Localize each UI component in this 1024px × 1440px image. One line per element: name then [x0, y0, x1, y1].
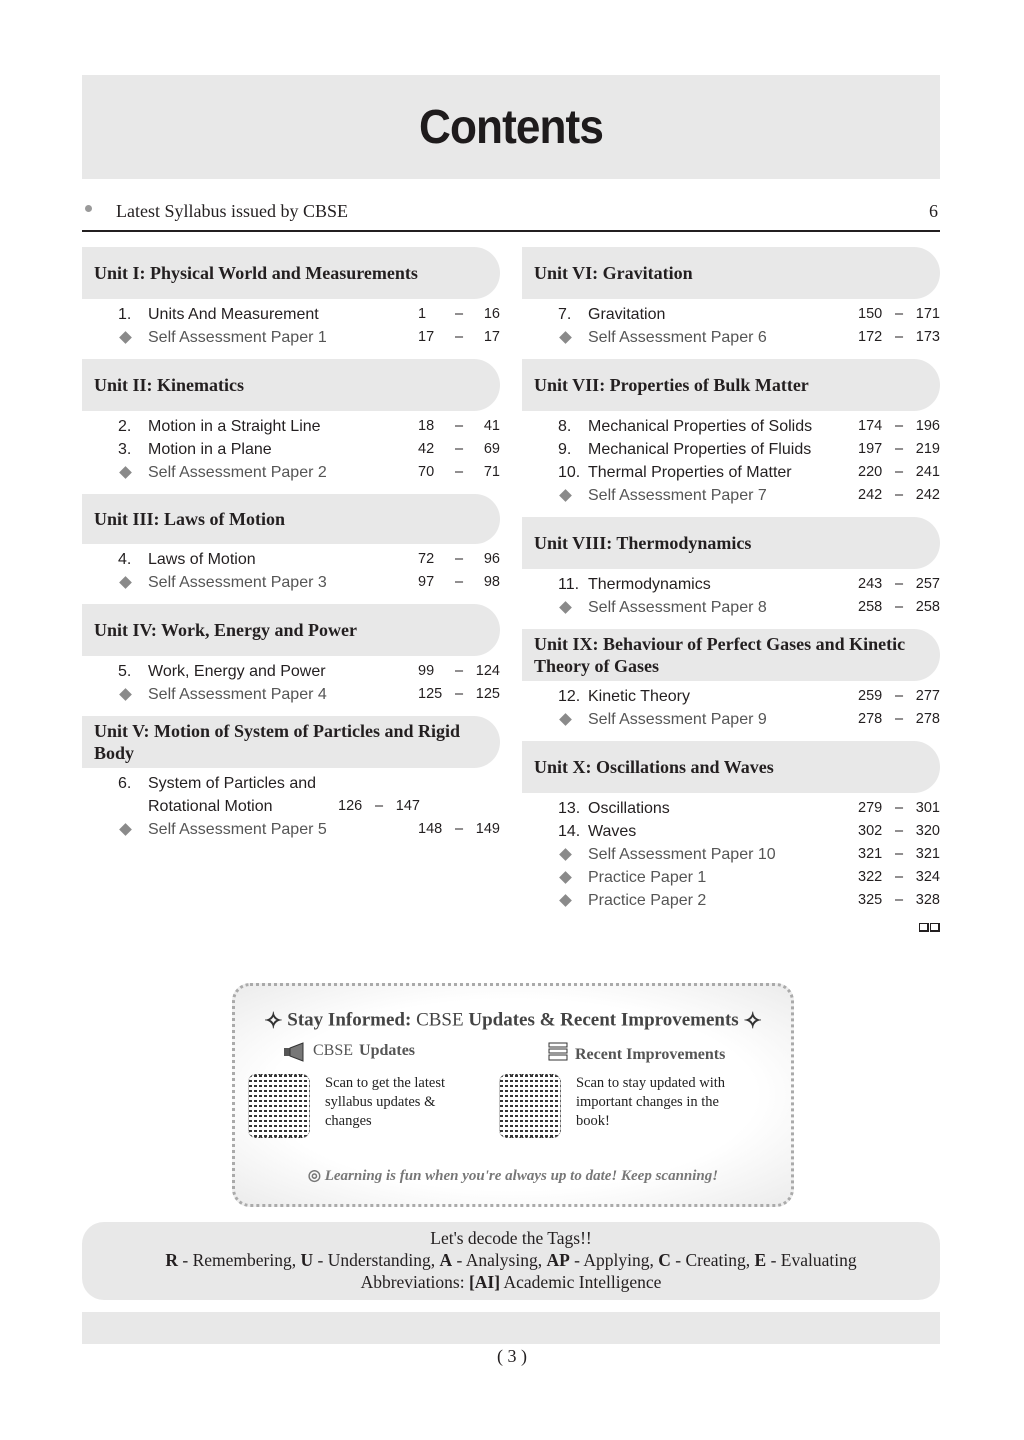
page-to: 17	[483, 329, 500, 345]
page-dash: –	[454, 441, 464, 457]
unit-entries	[522, 793, 940, 922]
page-range	[418, 326, 500, 349]
tag-code: C	[658, 1250, 671, 1270]
page-from: 278	[858, 711, 883, 727]
entry-title: Self Assessment Paper 4	[148, 686, 327, 703]
toc-left-column	[82, 247, 500, 851]
diamond-bullet	[522, 484, 588, 507]
toc-entry[interactable]	[82, 461, 500, 484]
diamond-bullet	[522, 596, 588, 619]
toc-entry[interactable]	[82, 772, 500, 818]
unit-heading[interactable]: Unit X: Oscillations and Waves	[522, 741, 940, 793]
page-to: 219	[915, 441, 940, 457]
page-number: ( 3 )	[497, 1346, 527, 1366]
page-range	[858, 889, 940, 912]
info-title-light: CBSE	[416, 1009, 464, 1031]
square-icon	[919, 923, 929, 932]
page-to: 149	[475, 821, 500, 837]
chapter-number: 1.	[118, 306, 132, 323]
page-from: 302	[858, 823, 883, 839]
page-from: 126	[338, 798, 363, 814]
page-from: 42	[418, 441, 435, 457]
toc-entry[interactable]	[522, 866, 940, 889]
updates-info-box	[232, 983, 794, 1207]
tags-list	[82, 1249, 940, 1271]
abbr-text: Academic Intelligence	[503, 1272, 662, 1292]
page-from: 150	[858, 306, 883, 322]
info-footer	[235, 1166, 791, 1185]
page-range	[858, 596, 940, 619]
chapter-number: 14.	[558, 823, 581, 840]
page-to: 96	[483, 551, 500, 567]
unit-heading[interactable]: Unit I: Physical World and Measurements	[82, 247, 500, 299]
page-dash: –	[894, 487, 904, 503]
page-from: 125	[418, 686, 443, 702]
page-dash: –	[374, 798, 384, 814]
info-title-bold: Stay Informed:	[287, 1009, 412, 1031]
page-range	[858, 685, 940, 708]
page-from: 18	[418, 418, 435, 434]
toc-entry[interactable]	[522, 326, 940, 349]
end-of-contents-icon	[522, 923, 940, 932]
chapter-number: 8.	[558, 418, 572, 435]
page-from: 258	[858, 599, 883, 615]
page-dash: –	[894, 823, 904, 839]
page-dash: –	[894, 711, 904, 727]
page-range	[418, 683, 500, 706]
diamond-icon	[119, 576, 132, 589]
footer-bar	[82, 1312, 940, 1344]
chapter-number: 7.	[558, 306, 572, 323]
page-from: 17	[418, 329, 435, 345]
page-from: 174	[858, 418, 883, 434]
toc-entry[interactable]	[82, 818, 500, 841]
diamond-icon	[559, 713, 572, 726]
tags-legend-box	[82, 1222, 940, 1300]
page-dash: –	[894, 688, 904, 704]
entry-title: Thermal Properties of Matter	[588, 464, 792, 481]
target-icon: ◎	[307, 1168, 321, 1184]
entry-title: Waves	[588, 823, 637, 840]
unit-heading[interactable]: Unit V: Motion of System of Particles and Rigid Body	[82, 716, 500, 768]
toc-entry[interactable]	[82, 683, 500, 706]
entry-title: Mechanical Properties of Fluids	[588, 441, 812, 458]
page-to: 196	[915, 418, 940, 434]
unit-entries	[82, 656, 500, 716]
page-title: Contents	[418, 100, 603, 154]
page-range	[418, 818, 500, 841]
diamond-icon	[119, 688, 132, 701]
diamond-icon	[559, 601, 572, 614]
tag-label: - Analysing,	[452, 1250, 547, 1270]
page-to: 321	[915, 846, 940, 862]
entry-title: Units And Measurement	[148, 306, 319, 323]
abbr-code: [AI]	[468, 1272, 501, 1292]
unit-entries	[82, 768, 500, 851]
chapter-number: 5.	[118, 663, 132, 680]
toc-entry[interactable]	[82, 548, 500, 571]
page-range	[858, 415, 940, 438]
chapter-number: 12.	[558, 688, 581, 705]
page-dash: –	[894, 329, 904, 345]
entry-title: Thermodynamics	[588, 576, 711, 593]
diamond-bullet	[82, 683, 148, 706]
page-to: 69	[483, 441, 500, 457]
page-range	[858, 303, 940, 326]
entry-title: Kinetic Theory	[588, 688, 690, 705]
tag-label: - Remembering,	[178, 1250, 301, 1270]
syllabus-entry[interactable]	[82, 198, 940, 232]
page-range	[858, 820, 940, 843]
unit-entries	[82, 411, 500, 494]
page-dash: –	[454, 418, 464, 434]
chapter-number: 13.	[558, 800, 581, 817]
unit-heading[interactable]: Unit IX: Behaviour of Perfect Gases and Kinetic Theory of Gases	[522, 629, 940, 681]
qr1-description: Scan to get the latest syllabus updates & changes	[325, 1075, 445, 1129]
diamond-bullet	[82, 818, 148, 841]
page-range	[858, 573, 940, 596]
page-from: 220	[858, 464, 883, 480]
page-dash: –	[454, 821, 464, 837]
entry-title: Mechanical Properties of Solids	[588, 418, 813, 435]
toc-entry[interactable]	[522, 484, 940, 507]
page-range	[858, 866, 940, 889]
page-dash: –	[454, 329, 464, 345]
tag-label: - Applying,	[569, 1250, 659, 1270]
page-from: 148	[418, 821, 443, 837]
toc-entry[interactable]	[522, 797, 940, 820]
chapter-number: 2.	[118, 418, 132, 435]
page-from: 243	[858, 576, 883, 592]
page-to: 277	[915, 688, 940, 704]
diamond-bullet	[522, 326, 588, 349]
page-range	[858, 708, 940, 731]
page-to: 301	[915, 800, 940, 816]
entry-title: Self Assessment Paper 5	[148, 821, 327, 838]
page-from: 172	[858, 329, 883, 345]
recent-label: Recent Improvements	[575, 1045, 726, 1063]
entry-title: Laws of Motion	[148, 551, 256, 568]
page-from: 97	[418, 574, 435, 590]
page-to: 171	[915, 306, 940, 322]
page-to: 324	[915, 869, 940, 885]
page-range	[418, 438, 500, 461]
toc-right-column	[522, 247, 940, 932]
unit-heading[interactable]: Unit VII: Properties of Bulk Matter	[522, 359, 940, 411]
qr-code-recent-improvements[interactable]	[499, 1074, 561, 1138]
page-from: 99	[418, 663, 435, 679]
page-to: 71	[483, 464, 500, 480]
diamond-icon	[559, 489, 572, 502]
entry-title: Motion in a Plane	[148, 441, 272, 458]
toc-entry[interactable]	[522, 685, 940, 708]
entry-title: Practice Paper 1	[588, 869, 707, 886]
sparkle-icon: ✧	[743, 1008, 762, 1033]
toc-entry[interactable]	[82, 415, 500, 438]
chapter-number: 4.	[118, 551, 132, 568]
entry-title: Self Assessment Paper 8	[588, 599, 767, 616]
tag-code: E	[754, 1250, 767, 1270]
page-from: 1	[418, 306, 427, 322]
page-dash: –	[454, 574, 464, 590]
page-dash: –	[894, 846, 904, 862]
page-dash: –	[454, 464, 464, 480]
page-dash: –	[454, 663, 464, 679]
unit-entries	[522, 681, 940, 741]
square-icon	[930, 923, 940, 932]
page-range	[858, 484, 940, 507]
diamond-bullet	[522, 866, 588, 889]
tag-code: A	[439, 1250, 453, 1270]
page-range	[858, 843, 940, 866]
toc-entry[interactable]	[522, 820, 940, 843]
page-range	[418, 461, 500, 484]
unit-heading[interactable]: Unit II: Kinematics	[82, 359, 500, 411]
abbreviations	[82, 1271, 940, 1293]
qr-code-cbse-updates[interactable]	[248, 1074, 310, 1138]
toc-entry[interactable]	[522, 889, 940, 912]
unit-heading[interactable]: Unit VIII: Thermodynamics	[522, 517, 940, 569]
page-range	[418, 303, 500, 326]
page-from: 72	[418, 551, 435, 567]
entry-title: Oscillations	[588, 800, 670, 817]
page-to: 16	[483, 306, 500, 322]
page-range	[858, 438, 940, 461]
page-dash: –	[894, 576, 904, 592]
unit-heading[interactable]: Unit IV: Work, Energy and Power	[82, 604, 500, 656]
toc-entry[interactable]	[82, 303, 500, 326]
page-from: 197	[858, 441, 883, 457]
page-dash: –	[894, 418, 904, 434]
diamond-bullet	[82, 326, 148, 349]
tag-label: - Creating,	[670, 1250, 755, 1270]
entry-title: Self Assessment Paper 3	[148, 574, 327, 591]
page-to: 147	[395, 798, 420, 814]
page-range	[418, 415, 500, 438]
tag-label: - Understanding,	[313, 1250, 440, 1270]
page-range	[858, 326, 940, 349]
diamond-icon	[119, 466, 132, 479]
entry-title: Self Assessment Paper 10	[588, 846, 776, 863]
tag-code: R	[165, 1250, 179, 1270]
chapter-number: 3.	[118, 441, 132, 458]
unit-heading[interactable]: Unit III: Laws of Motion	[82, 494, 500, 544]
page-from: 322	[858, 869, 883, 885]
entry-title: Self Assessment Paper 1	[148, 329, 327, 346]
contents-title-box	[82, 75, 940, 179]
page-dash: –	[894, 800, 904, 816]
page-from: 259	[858, 688, 883, 704]
page-to: 173	[915, 329, 940, 345]
entry-title: System of Particles and Rotational Motion	[148, 775, 317, 815]
page-to: 98	[483, 574, 500, 590]
diamond-bullet	[522, 843, 588, 866]
toc-entry[interactable]	[522, 573, 940, 596]
qr2-description: Scan to stay updated with important changes in the book!	[576, 1075, 726, 1129]
abbr-label: Abbreviations:	[360, 1272, 465, 1292]
page-to: 124	[475, 663, 500, 679]
toc-entry[interactable]	[82, 438, 500, 461]
diamond-icon	[559, 894, 572, 907]
page-dash: –	[454, 551, 464, 567]
entry-title: Practice Paper 2	[588, 892, 707, 909]
toc-entry[interactable]	[82, 571, 500, 594]
chapter-number: 9.	[558, 441, 572, 458]
updates-label: Updates	[359, 1042, 416, 1059]
diamond-icon	[559, 331, 572, 344]
entry-title: Gravitation	[588, 306, 666, 323]
diamond-icon	[559, 871, 572, 884]
page-to: 242	[915, 487, 940, 503]
cbse-updates-heading	[283, 1042, 415, 1060]
tags-heading: Let's decode the Tags!!	[430, 1228, 592, 1248]
diamond-icon	[559, 848, 572, 861]
page-dash: –	[454, 686, 464, 702]
diamond-icon	[119, 331, 132, 344]
page-range	[338, 795, 420, 818]
entry-title: Self Assessment Paper 9	[588, 711, 767, 728]
page-dash: –	[894, 599, 904, 615]
syllabus-label: Latest Syllabus issued by CBSE	[116, 201, 349, 221]
toc-entry[interactable]	[522, 438, 940, 461]
page-range	[858, 461, 940, 484]
tag-label: - Evaluating	[766, 1250, 857, 1270]
syllabus-page: 6	[929, 201, 938, 221]
tag-code: AP	[546, 1250, 570, 1270]
info-title	[235, 1008, 791, 1034]
page-to: 41	[483, 418, 500, 434]
toc-entry[interactable]	[522, 461, 940, 484]
sparkle-icon: ✧	[264, 1008, 283, 1033]
megaphone-icon	[283, 1042, 307, 1060]
toc-entry[interactable]	[522, 843, 940, 866]
recent-improvements-heading	[547, 1042, 725, 1067]
page-to: 257	[915, 576, 940, 592]
page-to: 320	[915, 823, 940, 839]
page-from: 279	[858, 800, 883, 816]
bullet-icon	[85, 205, 92, 212]
entry-title: Self Assessment Paper 2	[148, 464, 327, 481]
diamond-bullet	[82, 571, 148, 594]
unit-entries	[522, 569, 940, 629]
toc-entry[interactable]	[522, 708, 940, 731]
page-to: 125	[475, 686, 500, 702]
unit-entries	[522, 411, 940, 517]
unit-entries	[82, 544, 500, 604]
chapter-number: 11.	[558, 576, 580, 593]
page-to: 278	[915, 711, 940, 727]
page-range	[418, 548, 500, 571]
toc-entry[interactable]	[82, 326, 500, 349]
page-to: 241	[915, 464, 940, 480]
diamond-icon	[119, 823, 132, 836]
chapter-number: 10.	[558, 464, 581, 481]
entry-title: Motion in a Straight Line	[148, 418, 321, 435]
toc-entry[interactable]	[522, 303, 940, 326]
entry-title: Self Assessment Paper 7	[588, 487, 767, 504]
entry-title: Work, Energy and Power	[148, 663, 326, 680]
page-dash: –	[894, 464, 904, 480]
page-from: 70	[418, 464, 435, 480]
unit-entries	[522, 299, 940, 359]
entry-title: Self Assessment Paper 6	[588, 329, 767, 346]
page-from: 325	[858, 892, 883, 908]
page-dash: –	[454, 306, 464, 322]
unit-heading[interactable]: Unit VI: Gravitation	[522, 247, 940, 299]
page-to: 328	[915, 892, 940, 908]
info-footer-text: Learning is fun when you're always up to date! Keep scanning!	[324, 1168, 719, 1184]
page-range	[858, 797, 940, 820]
diamond-bullet	[522, 889, 588, 912]
unit-entries	[82, 299, 500, 359]
page-dash: –	[894, 306, 904, 322]
toc-entry[interactable]	[82, 660, 500, 683]
page-range	[418, 660, 500, 683]
page-from: 242	[858, 487, 883, 503]
info-title-rest: Updates & Recent Improvements	[468, 1009, 739, 1031]
page-from: 321	[858, 846, 883, 862]
toc-entry[interactable]	[522, 415, 940, 438]
page-range	[418, 571, 500, 594]
page-dash: –	[894, 869, 904, 885]
diamond-bullet	[522, 708, 588, 731]
diamond-bullet	[82, 461, 148, 484]
cbse-label: CBSE	[313, 1042, 354, 1059]
toc-entry[interactable]	[522, 596, 940, 619]
books-icon	[547, 1042, 569, 1067]
chapter-number: 6.	[118, 775, 132, 792]
page-to: 258	[915, 599, 940, 615]
tag-code: U	[300, 1250, 314, 1270]
page-dash: –	[894, 441, 904, 457]
page-dash: –	[894, 892, 904, 908]
